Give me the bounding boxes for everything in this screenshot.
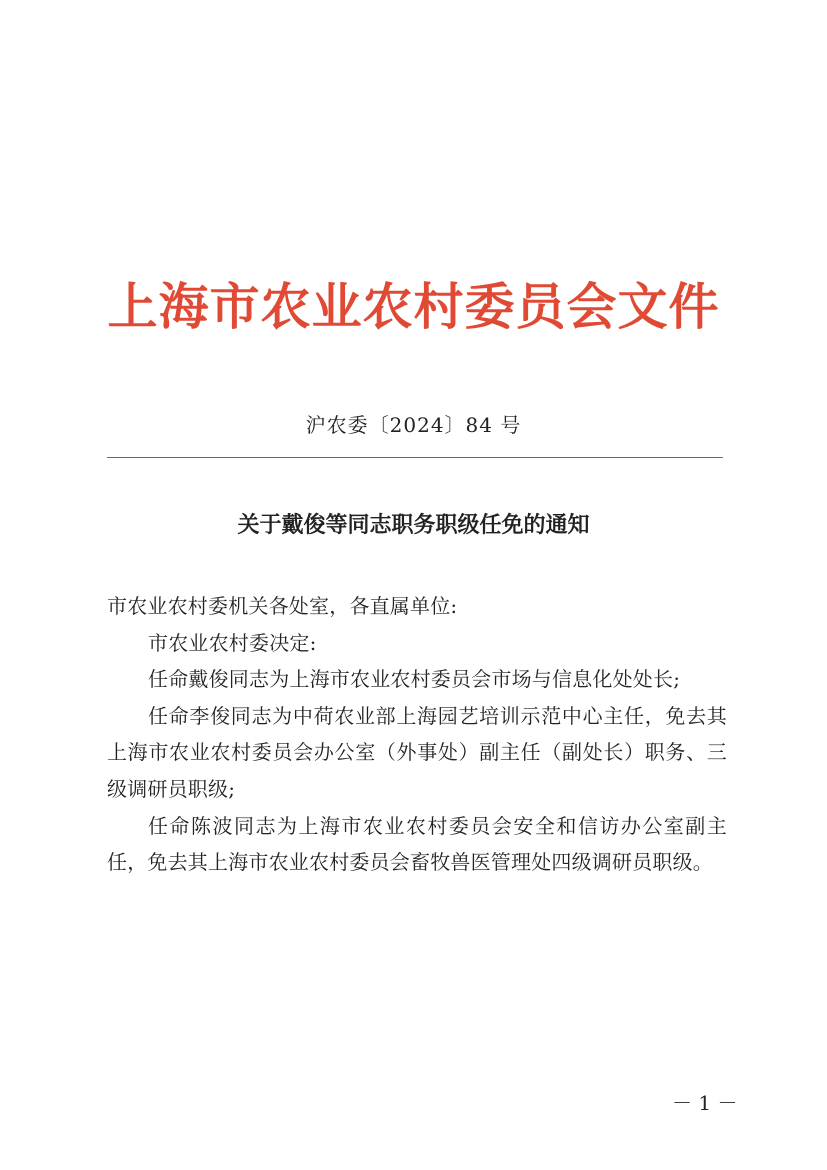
- notice-body: [107, 588, 727, 881]
- addressee-line: 市农业农村委机关各处室，各直属单位:: [107, 594, 458, 618]
- issuer-title: 上海市农业农村委员会文件: [107, 277, 720, 336]
- red-divider-line: [107, 457, 723, 458]
- body-paragraph: 任命戴俊同志为上海市农业农村委员会市场与信息化处处长;: [148, 667, 681, 692]
- body-paragraph: 市农业农村委决定:: [148, 630, 317, 655]
- notice-title: 关于戴俊等同志职务职级任免的通知: [237, 512, 590, 538]
- document-number: 沪农委〔2024〕84 号: [305, 413, 522, 437]
- page-number: － 1 －: [672, 1091, 738, 1115]
- body-paragraph: 任命李俊同志为中荷农业部上海园艺培训示范中心主任，免去其上海市农业农村委员会办公室（外事处）副主任（副处长）职务、三级调研员职级;: [107, 703, 727, 801]
- body-paragraph: 任命陈波同志为上海市农业农村委员会安全和信访办公室副主任，免去其上海市农业农村委员会畜牧兽医管理处四级调研员职级。: [107, 813, 727, 875]
